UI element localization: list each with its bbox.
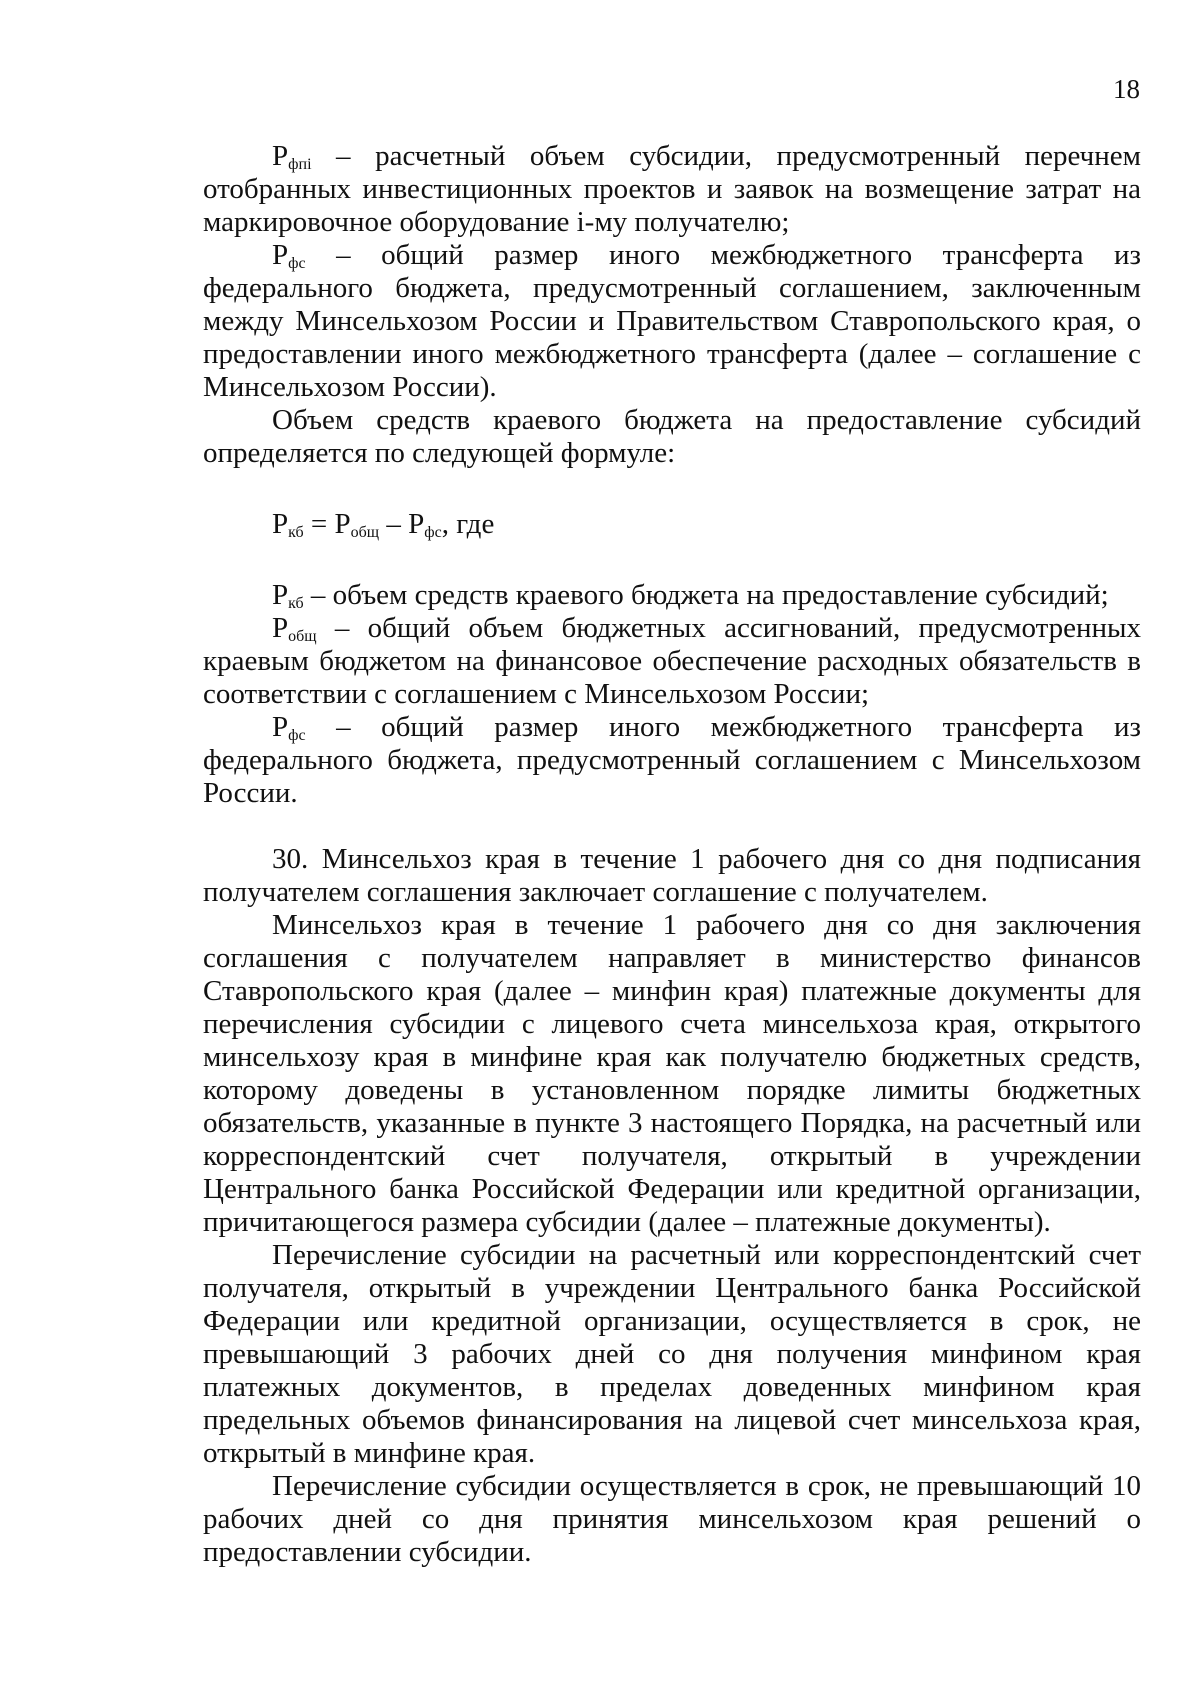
- definition-text: – общий объем бюджетных ассигнований, предусмотренных краевым бюджетом на финансовое обеспечение расходных обязательств в соответствии с соглашением с Минсельхозом России;: [203, 612, 1141, 710]
- formula-term-a-subscript: общ: [350, 524, 380, 541]
- definition-text: – общий размер иного межбюджетного трансферта из федерального бюджета, предусмотренный соглашением с Минсельхозом России.: [203, 711, 1141, 809]
- symbol-subscript: фс: [288, 727, 306, 744]
- definition-text: – общий размер иного межбюджетного трансферта из федерального бюджета, предусмотренный соглашением, заключенным между Минсельхозом России и Правительством Ставропольского края, о предоставлении иного межбюджетного трансферта (далее – соглашение с Минсельхозом России).: [203, 239, 1141, 403]
- formula-lhs: Р: [272, 508, 289, 540]
- definition-rfs: [203, 239, 1141, 404]
- section-30-paragraph-4: Перечисление субсидии осуществляется в срок, не превышающий 10 рабочих дней со дня принятия минсельхозом края решений о предоставлении субсидии.: [203, 1470, 1141, 1568]
- definition-text: – объем средств краевого бюджета на предоставление субсидий;: [303, 579, 1109, 611]
- definition-rkb: [203, 579, 1141, 612]
- symbol: Р: [272, 612, 289, 644]
- formula-term-b: Р: [408, 508, 425, 540]
- document-body: [203, 140, 1141, 1569]
- symbol: Р: [272, 579, 289, 611]
- symbol-subscript: фс: [288, 255, 306, 272]
- formula-equals: =: [303, 508, 335, 540]
- formula-lhs-subscript: кб: [288, 524, 304, 541]
- symbol: Р: [272, 140, 289, 172]
- symbol-subscript: общ: [288, 628, 317, 645]
- symbol: Р: [272, 239, 289, 271]
- intro-paragraph: Объем средств краевого бюджета на предоставление субсидий определяется по следующей формуле:: [203, 404, 1141, 469]
- formula-term-b-subscript: фс: [424, 524, 442, 541]
- definition-robsch: [203, 612, 1141, 711]
- symbol-subscript: кб: [288, 595, 304, 612]
- symbol-subscript: фпi: [288, 156, 312, 173]
- formula-minus: –: [379, 508, 409, 540]
- section-30-paragraph-3: Перечисление субсидии на расчетный или корреспондентский счет получателя, открытый в учреждении Центрального банка Российской Федерации или кредитной организации, осуществляется в срок, не превышающий 3 рабочих дней со дня получения минфином края платежных документов, в пределах доведенных минфином края предельных объемов финансирования на лицевой счет минсельхоза края, открытый в минфине края.: [203, 1239, 1141, 1469]
- formula-term-a: Р: [334, 508, 351, 540]
- symbol: Р: [272, 711, 289, 743]
- section-30-paragraph-1: 30. Минсельхоз края в течение 1 рабочего дня со дня подписания получателем соглашения заключает соглашение с получателем.: [203, 843, 1141, 908]
- page-number: 18: [1113, 74, 1140, 104]
- formula: [203, 508, 1141, 541]
- definition-rfpi: [203, 140, 1141, 239]
- section-30-paragraph-2: Минсельхоз края в течение 1 рабочего дня со дня заключения соглашения с получателем направляет в министерство финансов Ставропольского края (далее – минфин края) платежные документы для перечисления субсидии с лицевого счета минсельхоза края, открытого минсельхозу края в минфине края как получателю бюджетных средств, которому доведены в установленном порядке лимиты бюджетных обязательств, указанные в пункте 3 настоящего Порядка, на расчетный или корреспондентский счет получателя, открытый в учреждении Центрального банка Российской Федерации или кредитной организации, причитающегося размера субсидии (далее – платежные документы).: [203, 909, 1141, 1238]
- definition-rfs-2: [203, 711, 1141, 810]
- definition-text: – расчетный объем субсидии, предусмотренный перечнем отобранных инвестиционных проектов и заявок на возмещение затрат на маркировочное оборудование i-му получателю;: [203, 140, 1141, 238]
- formula-tail: , где: [441, 508, 495, 540]
